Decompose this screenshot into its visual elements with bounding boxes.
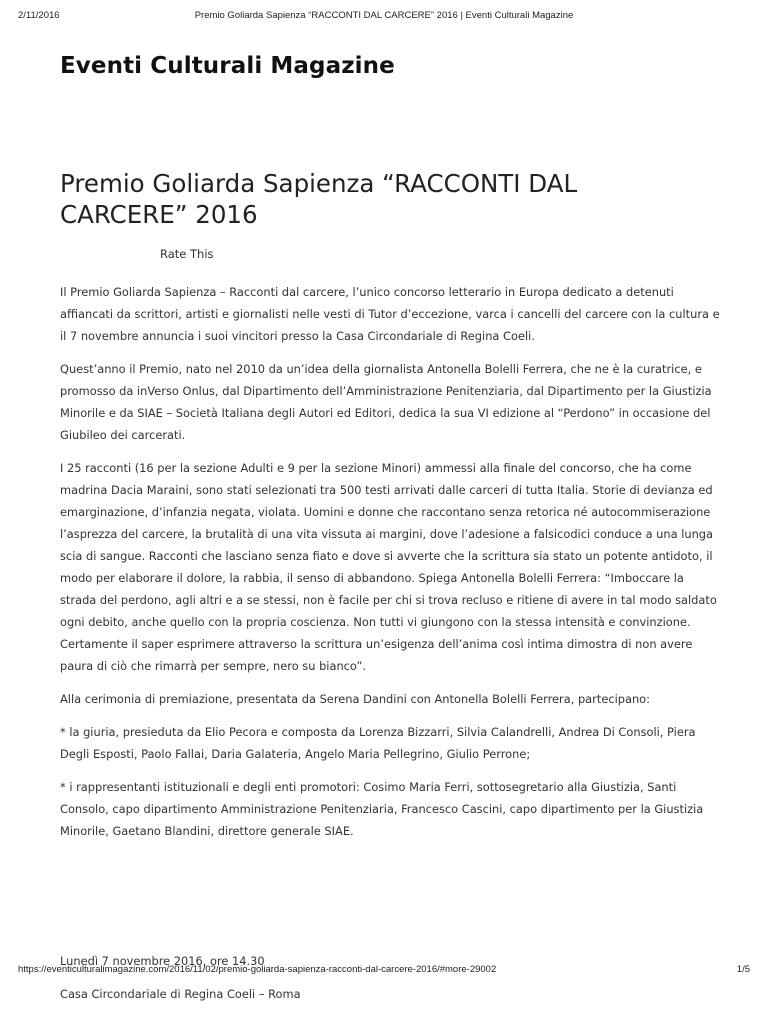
print-page-number: 1/5 xyxy=(736,964,750,975)
post-content xyxy=(60,281,720,1016)
paragraph-jury: * la giuria, presieduta da Elio Pecora e composta da Lorenza Bizzarri, Silvia Calandrelli, Andrea Di Consoli, Piera Degli Esposti, Paolo Fallai, Daria Galateria, Angelo Maria Pellegrino, Giulio Perrone; xyxy=(60,725,696,761)
print-date: 2/11/2016 xyxy=(18,10,60,21)
paragraph-edition: Quest’anno il Premio, nato nel 2010 da un’idea della giornalista Antonella Bolelli Ferrera, che ne è la curatrice, e promosso da inVerso Onlus, dal Dipartimento dell’Amministrazione Penitenziaria, dal Dipartimento per la Giustizia Minorile e da SIAE – Società Italiana degli Autori ed Editori, dedica la sua VI edizione al “Perdono” in occasione del Giubileo dei carcerati. xyxy=(60,362,712,442)
rate-this-link[interactable]: Rate This xyxy=(160,247,214,261)
print-page-title: Premio Goliarda Sapienza “RACCONTI DAL CARCERE” 2016 | Eventi Culturali Magazine xyxy=(194,10,574,21)
paragraph-intro: Il Premio Goliarda Sapienza – Racconti dal carcere, l’unico concorso letterario in Europa dedicato a detenuti affiancati da scrittori, artisti e giornalisti nelle vesti di Tutor d’eccezione, varca i cancelli del carcere con la cultura e il 7 novembre annuncia i suoi vincitori presso la Casa Circondariale di Regina Coeli. xyxy=(60,285,720,343)
paragraph-stories: I 25 racconti (16 per la sezione Adulti e 9 per la sezione Minori) ammessi alla finale del concorso, che ha come madrina Dacia Maraini, sono stati selezionati tra 500 testi arrivati dalle carceri di tutta Italia. Storie di devianza ed emarginazione, d’infanzia negata, violata. Uomini e donne che raccontano senza retorica né autocommiserazione l’asprezza del carcere, la brutalità di una vita vissuta ai margini, dove l’adesione a falsicodici conduce a una lunga scia di sangue. Racconti che lasciano senza fiato e dove si avverte che la scrittura sia stato un potente antidoto, il modo per elaborare il dolore, la rabbia, il senso di abbandono. Spiega Antonella Bolelli Ferrera: “Imboccare la strada del perdono, agli altri e a se stessi, non è facile per chi si trova recluso e ritiene di avere in tal modo saldato ogni debito, anche quello con la propria coscienza. Non tutti vi giungono con la stessa intensità e convinzione. Certamente il saper esprimere attraverso la scrittura un’esigenza dell’anima così intima dimostra di non avere paura di ciò che rimarrà per sempre, nero su bianco”. xyxy=(60,461,717,673)
site-title-link[interactable]: Eventi Culturali Magazine xyxy=(60,53,395,79)
print-footer xyxy=(0,964,768,980)
rating-widget xyxy=(0,247,768,263)
paragraph-institutions: * i rappresentanti istituzionali e degli enti promotori: Cosimo Maria Ferri, sottosegretario alla Giustizia, Santi Consolo, capo dipartimento Amministrazione Penitenziaria, Francesco Cascini, capo dipartimento per la Giustizia Minorile, Gaetano Blandini, direttore generale SIAE. xyxy=(60,780,704,838)
post-title: Premio Goliarda Sapienza “RACCONTI DAL CARCERE” 2016 xyxy=(60,169,578,229)
event-date: Lunedì 7 novembre 2016, ore 14.30 xyxy=(60,954,265,968)
print-header xyxy=(0,6,768,22)
print-url: https://eventiculturalimagazine.com/2016/11/02/premio-goliarda-sapienza-racconti-dal-carcere-2016/#more-29002 xyxy=(18,964,497,975)
rating-stars-icon[interactable]: ★★★★★ xyxy=(62,248,131,263)
event-location: Casa Circondariale di Regina Coeli – Roma xyxy=(60,987,301,1001)
paragraph-ceremony: Alla cerimonia di premiazione, presentata da Serena Dandini con Antonella Bolelli Ferrera, partecipano: xyxy=(60,692,650,706)
